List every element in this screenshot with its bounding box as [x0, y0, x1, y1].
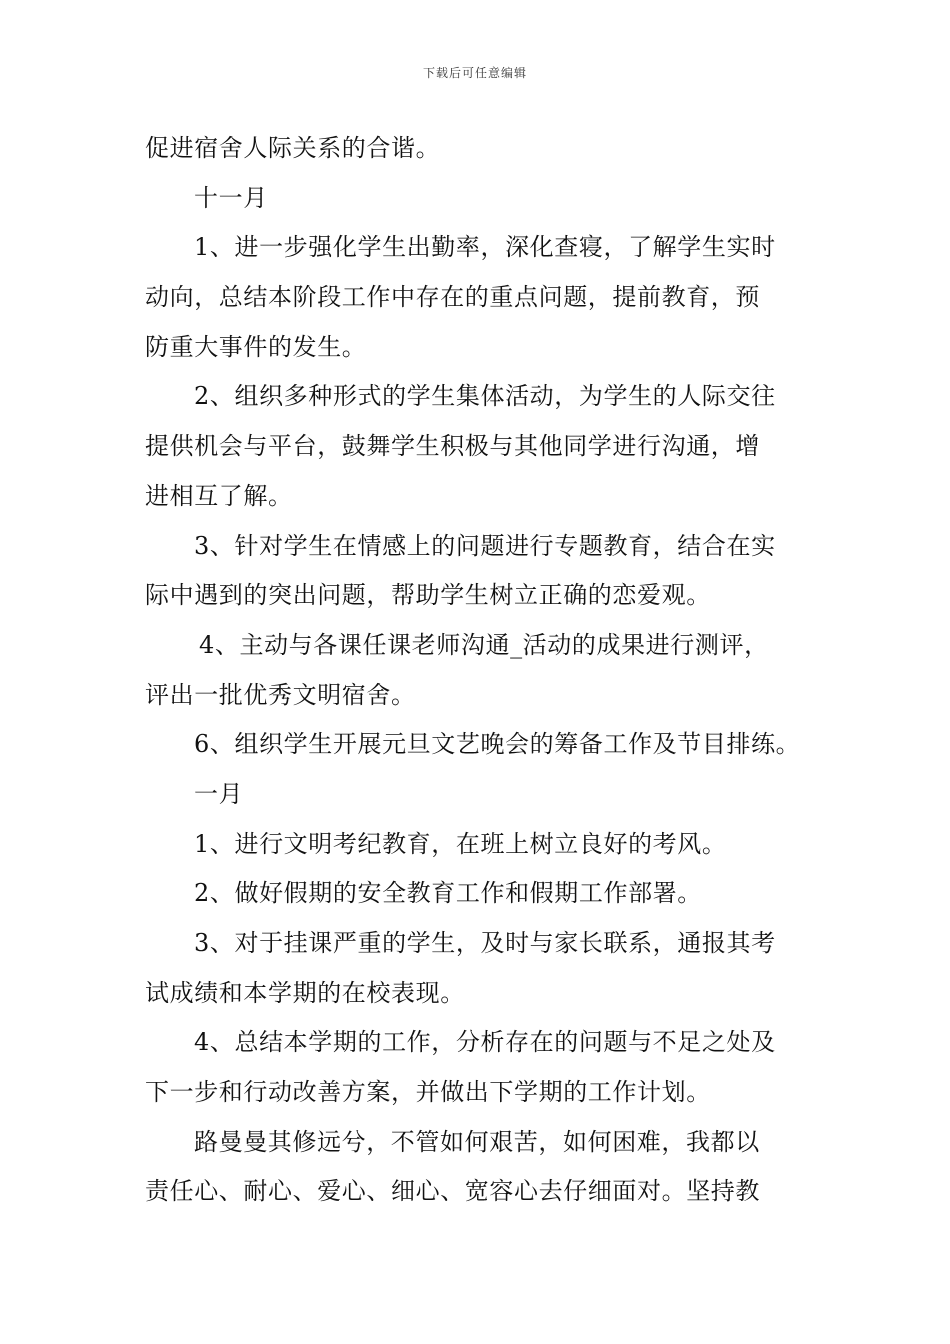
text-line: 责任心、耐心、爱心、细心、宽容心去仔细面对。坚持教 — [145, 1177, 760, 1206]
text-line: 评出一批优秀文明宿舍。 — [145, 680, 416, 709]
text-line: 6、组织学生开展元旦文艺晚会的筹备工作及节目排练。 — [194, 730, 801, 759]
page-header: 下载后可任意编辑 — [422, 66, 527, 80]
text-line: 促进宿舍人际关系的合谐。 — [145, 134, 441, 162]
text-line: 2、组织多种形式的学生集体活动，为学生的人际交往 — [194, 382, 776, 411]
text-line: 4、总结本学期的工作，分析存在的问题与不足之处及 — [194, 1028, 776, 1057]
text-line: 3、对于挂课严重的学生，及时与家长联系，通报其考 — [194, 929, 776, 957]
text-line: 4、主动与各课任课老师沟通_活动的成果进行测评， — [199, 630, 769, 659]
text-line: 提供机会与平台，鼓舞学生积极与其他同学进行沟通，增 — [145, 432, 760, 461]
text-line: 下一步和行动改善方案，并做出下学期的工作计划。 — [145, 1078, 711, 1107]
text-line: 路曼曼其修远兮，不管如何艰苦，如何困难，我都以 — [194, 1127, 760, 1156]
text-line: 3、针对学生在情感上的问题进行专题教育，结合在实 — [194, 531, 776, 560]
text-line: 动向，总结本阶段工作中存在的重点问题，提前教育，预 — [145, 283, 760, 312]
text-line: 进相互了解。 — [145, 481, 293, 510]
section-heading-january: 一月 — [194, 779, 244, 808]
text-line: 际中遇到的突出问题，帮助学生树立正确的恋爱观。 — [145, 581, 711, 610]
text-line: 防重大事件的发生。 — [145, 332, 367, 361]
text-line: 试成绩和本学期的在校表现。 — [145, 978, 465, 1007]
text-line: 2、做好假期的安全教育工作和假期工作部署。 — [194, 879, 702, 908]
document-body — [145, 124, 817, 1217]
text-line: 1、进行文明考纪教育，在班上树立良好的考风。 — [194, 829, 727, 858]
text-line: 1、进一步强化学生出勤率，深化查寝，了解学生实时 — [194, 233, 776, 262]
section-heading-november: 十一月 — [194, 183, 268, 212]
